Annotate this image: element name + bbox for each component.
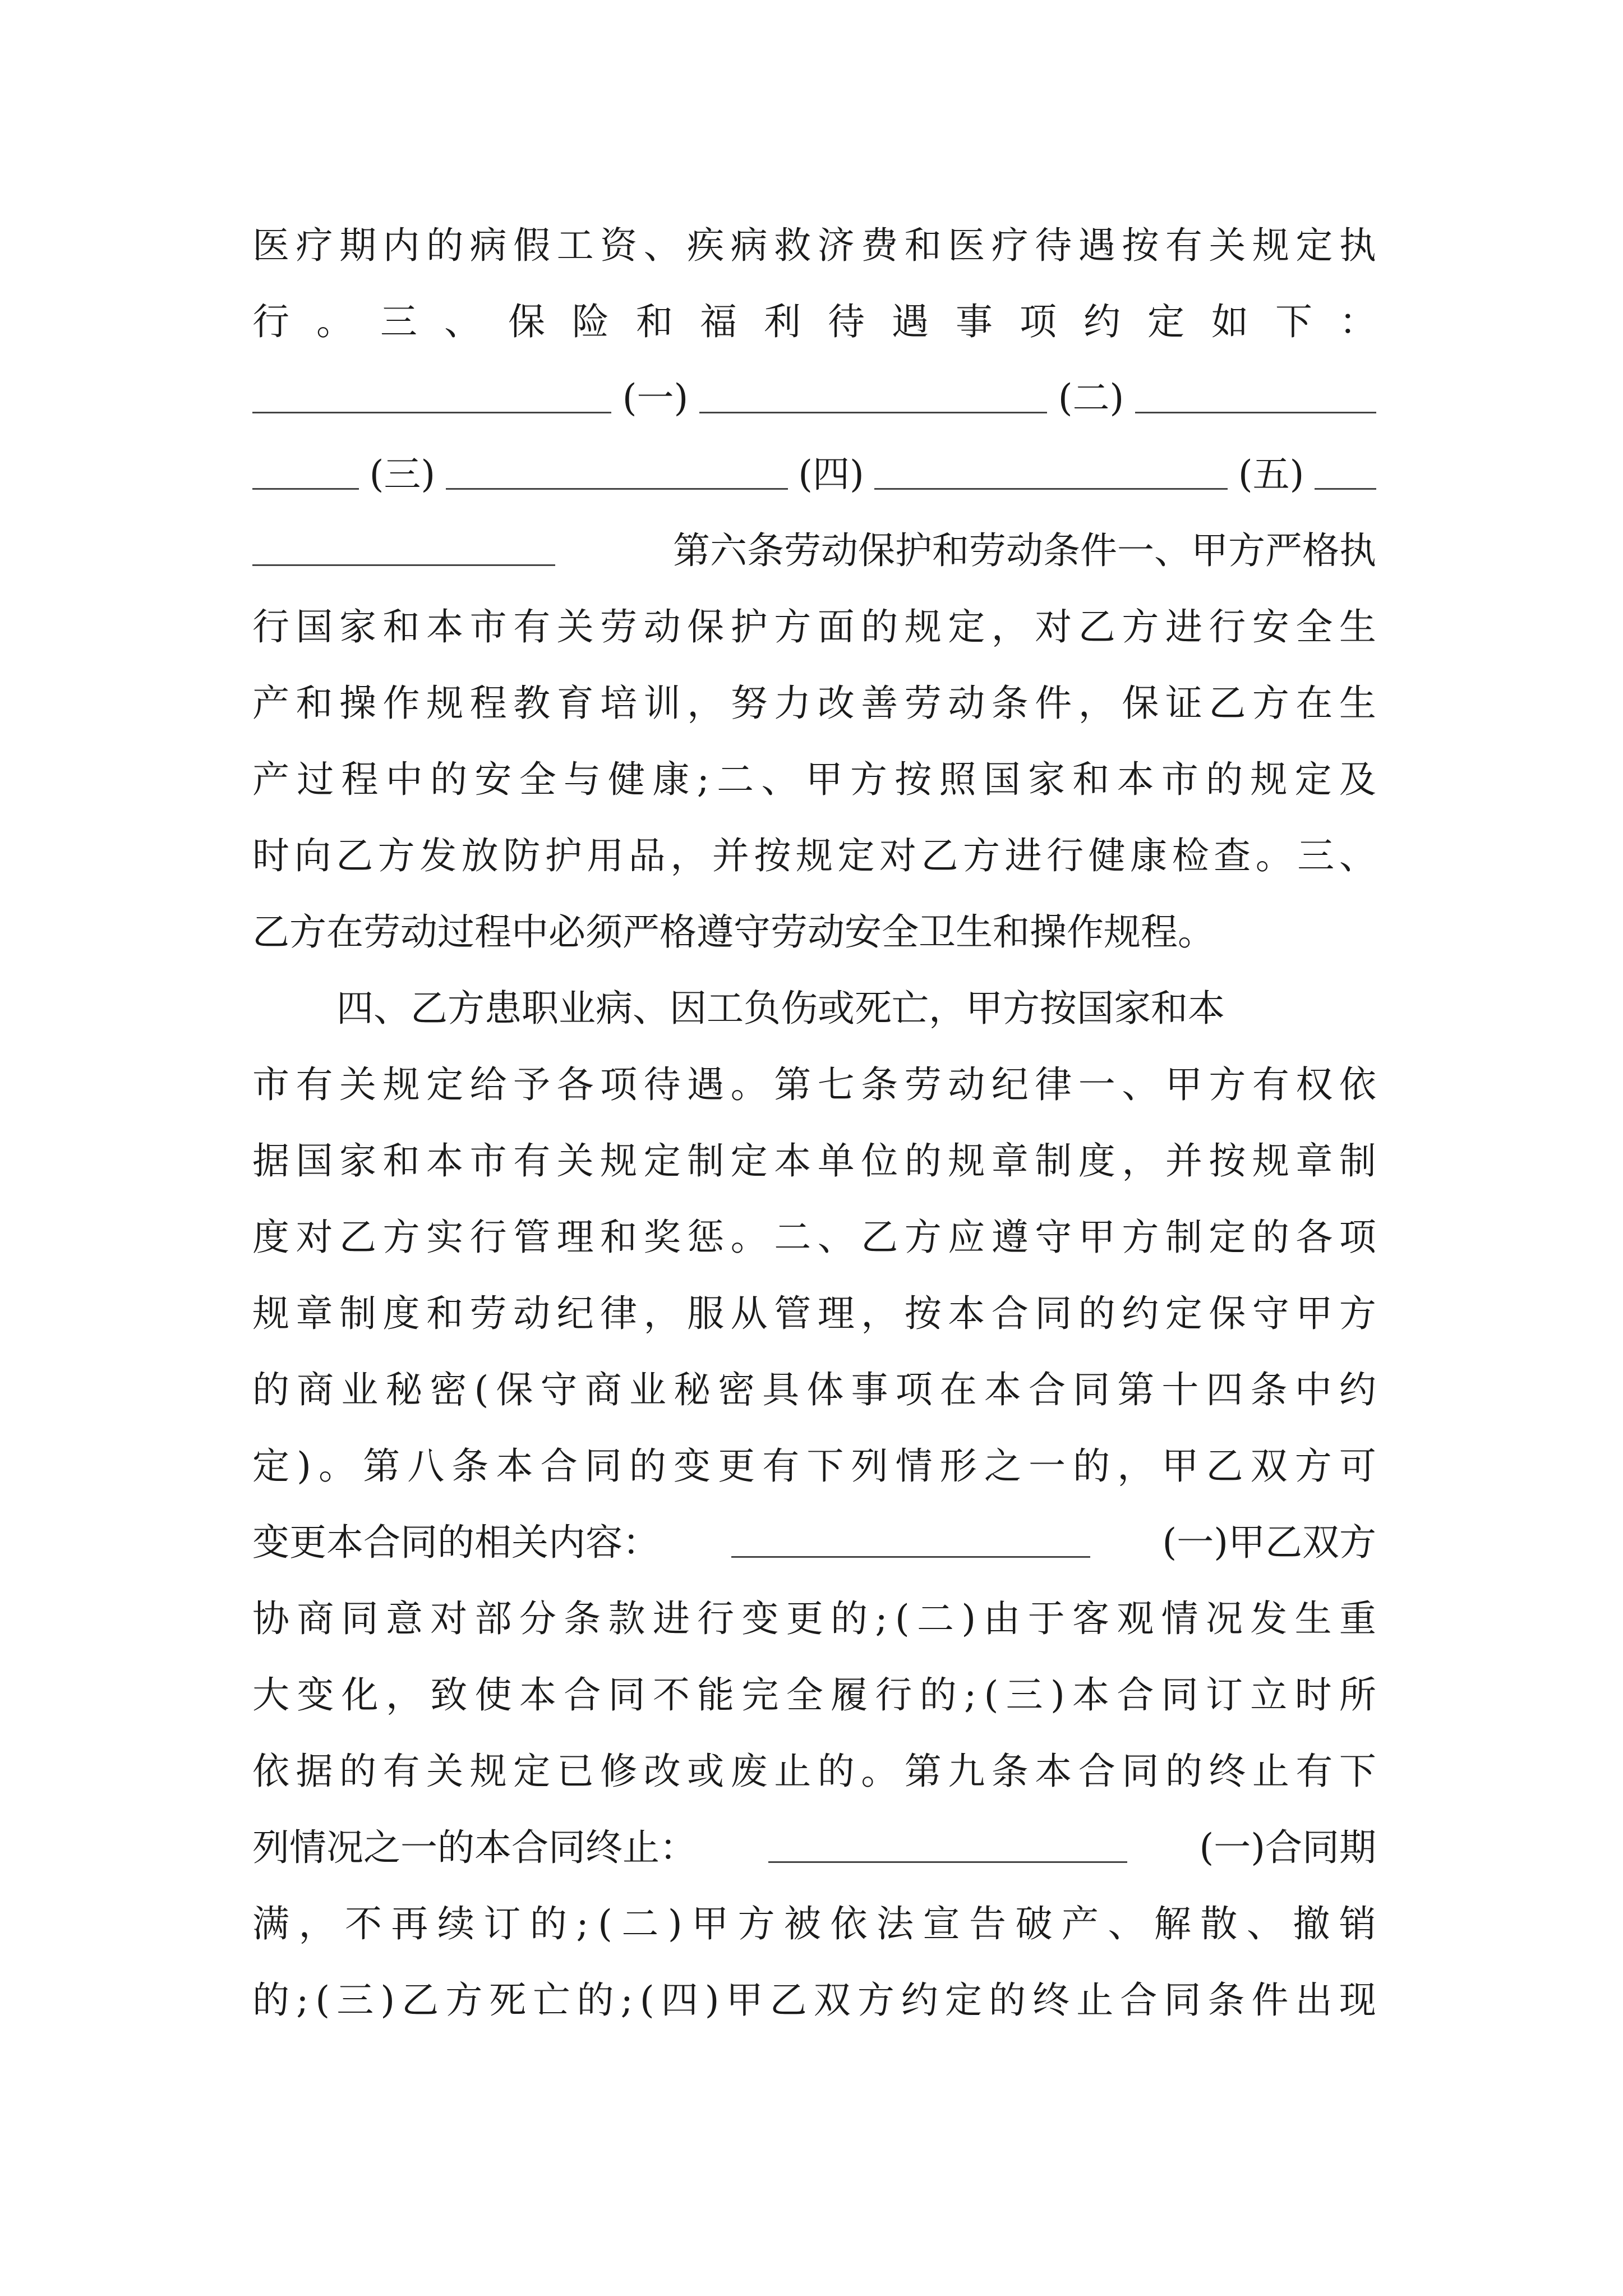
fill-in-blank[interactable] (252, 460, 359, 490)
fill-in-blank[interactable] (252, 536, 555, 566)
text-line: 产 和 操 作 规 程 教 育 培 训 ， 努 力 改 善 劳 动 条 件 ， 保 证 乙 方 在 生 (252, 682, 1376, 725)
text-line: 协 商 同 意 对 部 分 条 款 进 行 变 更 的 ; ( 二 ) 由 于 客 观 情 况 发 生 重 (252, 1597, 1376, 1640)
text-segment: 第六条劳动保护和劳动条件一、甲方严格执 (673, 529, 1376, 572)
fill-in-blank[interactable] (252, 384, 611, 413)
text-segment: 变更本合同的相关内容： (252, 1521, 660, 1564)
text-line: 度 对 乙 方 实 行 管 理 和 奖 惩 。 二 、 乙 方 应 遵 守 甲 方 制 定 的 各 项 (252, 1216, 1376, 1259)
fill-in-blank[interactable] (731, 1528, 1090, 1558)
blank-line-options (252, 436, 1376, 513)
option-label: (一) (622, 376, 689, 420)
fill-in-blank[interactable] (874, 460, 1228, 490)
text-line: 规 章 制 度 和 劳 动 纪 律 ， 服 从 管 理 ， 按 本 合 同 的 约 定 保 守 甲 方 (252, 1292, 1376, 1335)
option-label: (四) (798, 453, 864, 496)
paragraph-start-line: 四、乙方患职业病、因工负伤或死亡，甲方按国家和本 (336, 987, 1225, 1030)
text-line: 医 疗 期 内 的 病 假 工 资 、 疾 病 救 济 费 和 医 疗 待 遇 按 有 关 规 定 执 (252, 224, 1376, 267)
text-line: 的 商 业 秘 密 ( 保 守 商 业 秘 密 具 体 事 项 在 本 合 同 第 十 四 条 中 约 (252, 1368, 1376, 1411)
text-line: 乙方在劳动过程中必须严格遵守劳动安全卫生和操作规程。 (252, 910, 1215, 954)
text-line: 时 向 乙 方 发 放 防 护 用 品 ， 并 按 规 定 对 乙 方 进 行 健 康 检 查 。 三 、 (252, 834, 1376, 877)
blank-lead-line (252, 513, 1376, 589)
text-line: 满 ， 不 再 续 订 的 ; ( 二 ) 甲 方 被 依 法 宣 告 破 产 、 解 散 、 撤 销 (252, 1902, 1376, 1945)
fill-in-blank[interactable] (1315, 460, 1376, 490)
option-label: (三) (369, 453, 436, 496)
text-segment: 列情况之一的本合同终止： (252, 1826, 697, 1869)
blank-inline-line (252, 1504, 1376, 1581)
option-label: (二) (1058, 376, 1124, 420)
fill-in-blank[interactable] (768, 1833, 1127, 1863)
text-line: 产 过 程 中 的 安 全 与 健 康 ; 二 、 甲 方 按 照 国 家 和 本 市 的 规 定 及 (252, 758, 1376, 801)
fill-in-blank[interactable] (699, 384, 1047, 413)
blank-line-options (252, 360, 1376, 436)
option-label: (五) (1238, 453, 1304, 496)
text-line: 大 变 化 ， 致 使 本 合 同 不 能 完 全 履 行 的 ; ( 三 ) 本 合 同 订 立 时 所 (252, 1673, 1376, 1717)
text-line: 行 国 家 和 本 市 有 关 劳 动 保 护 方 面 的 规 定 ， 对 乙 方 进 行 安 全 生 (252, 605, 1376, 648)
fill-in-blank[interactable] (446, 460, 788, 490)
blank-inline-line (252, 1810, 1376, 1886)
text-line: 依 据 的 有 关 规 定 已 修 改 或 废 止 的 。 第 九 条 本 合 同 的 终 止 有 下 (252, 1750, 1376, 1793)
text-line: 行 。 三 、 保 险 和 福 利 待 遇 事 项 约 定 如 下 ： (252, 300, 1376, 343)
text-line: 市 有 关 规 定 给 予 各 项 待 遇 。 第 七 条 劳 动 纪 律 一 、 甲 方 有 权 依 (252, 1063, 1376, 1106)
text-line: 的 ; ( 三 ) 乙 方 死 亡 的 ; ( 四 ) 甲 乙 双 方 约 定 的 终 止 合 同 条 件 出 现 (252, 1978, 1376, 2022)
text-line: 定 ) 。 第 八 条 本 合 同 的 变 更 有 下 列 情 形 之 一 的 ， 甲 乙 双 方 可 (252, 1444, 1376, 1488)
text-line: 据 国 家 和 本 市 有 关 规 定 制 定 本 单 位 的 规 章 制 度 ， 并 按 规 章 制 (252, 1139, 1376, 1182)
fill-in-blank[interactable] (1135, 384, 1376, 413)
text-segment: (一)甲乙双方 (1162, 1521, 1376, 1564)
text-segment: (一)合同期 (1199, 1826, 1376, 1869)
